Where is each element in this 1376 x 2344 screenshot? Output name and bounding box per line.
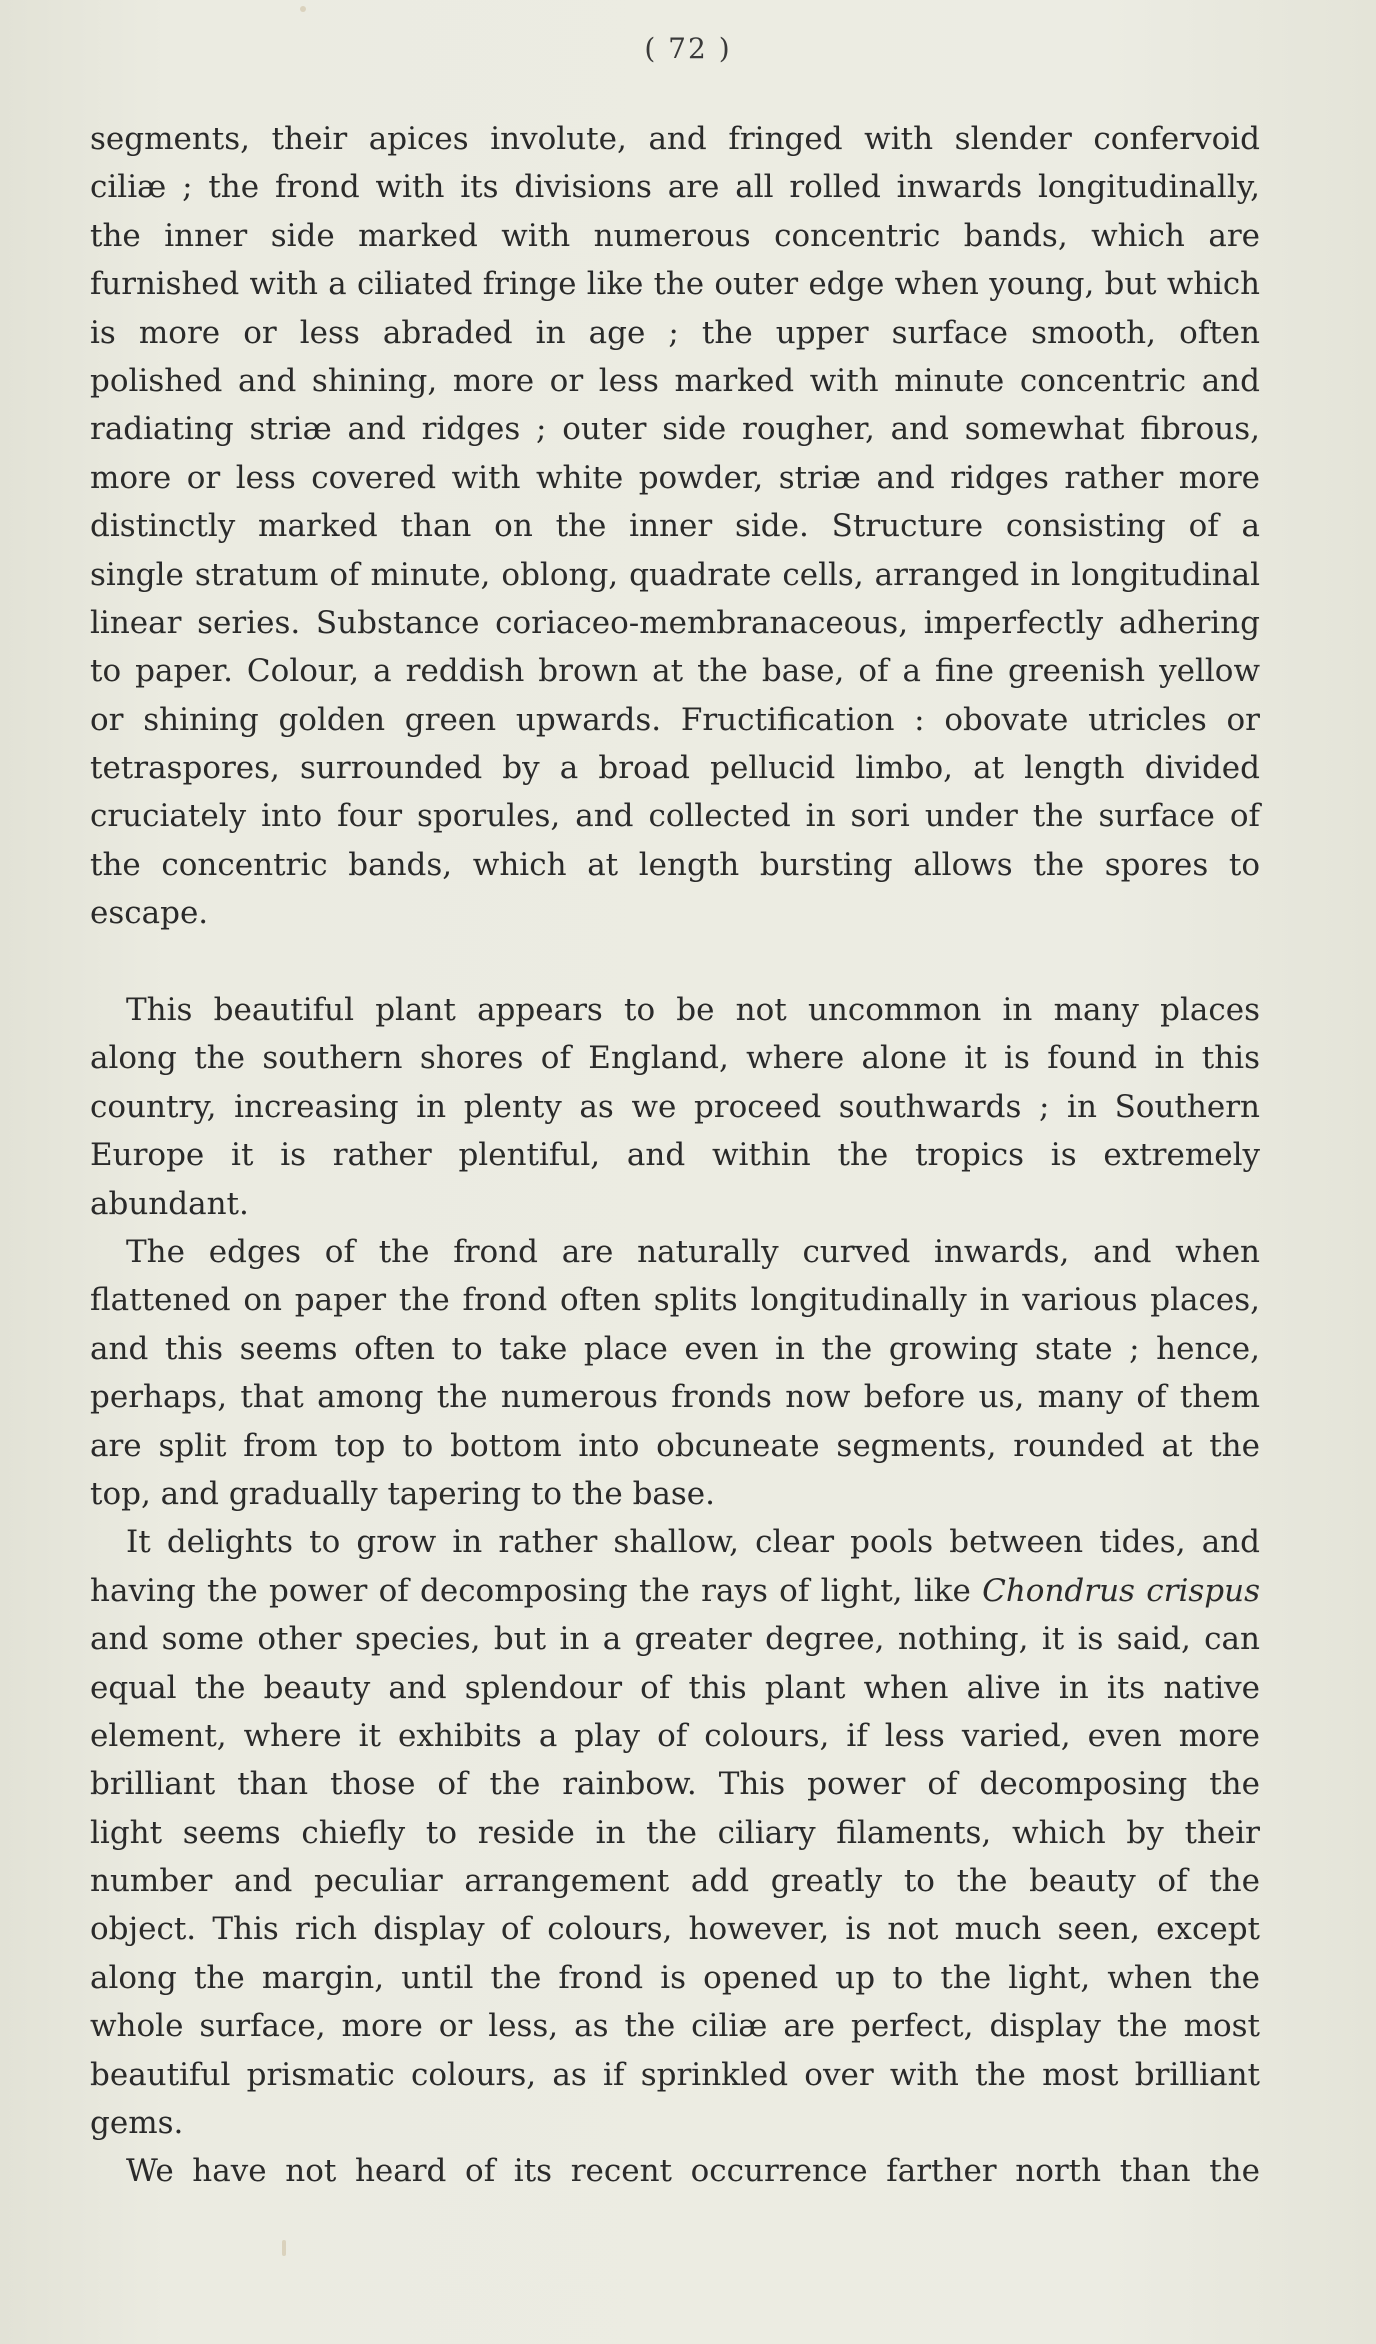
text-line: object. This rich display of colours, however, is not much seen, except <box>90 1911 1260 1948</box>
text-line: tetraspores, surrounded by a broad pellucid limbo, at length divided <box>90 750 1260 787</box>
paragraph-gap <box>90 938 1260 986</box>
text-line: Europe it is rather plentiful, and within the tropics is extremely <box>90 1137 1260 1174</box>
page-number: ( 72 ) <box>644 32 732 65</box>
text-line: along the southern shores of England, where alone it is found in this <box>90 1040 1260 1077</box>
text-line: linear series. Substance coriaceo-membranaceous, imperfectly adhering <box>90 604 1260 641</box>
text-line: brilliant than those of the rainbow. This power of decomposing the <box>90 1766 1260 1803</box>
text-line: to paper. Colour, a reddish brown at the base, of a fine greenish yellow <box>90 653 1260 690</box>
text-line: perhaps, that among the numerous fronds now before us, many of them <box>90 1379 1260 1416</box>
text-line: radiating striæ and ridges ; outer side rougher, and somewhat fibrous, <box>90 411 1260 448</box>
paragraph <box>90 2147 1260 2195</box>
paper-spot <box>282 2240 286 2256</box>
paragraph <box>90 1518 1260 2147</box>
text-line: country, increasing in plenty as we proceed southwards ; in Southern <box>90 1088 1260 1125</box>
text-line: ciliæ ; the frond with its divisions are all rolled inwards longitudinally, <box>90 169 1260 206</box>
text-line: the concentric bands, which at length bursting allows the spores to <box>90 846 1260 883</box>
paper-spot <box>300 6 306 12</box>
text-line: We have not heard of its recent occurrence farther north than the <box>126 2153 1260 2190</box>
text-line: equal the beauty and splendour of this plant when alive in its native <box>90 1669 1260 1706</box>
text-line: element, where it exhibits a play of colours, if less varied, even more <box>90 1717 1260 1754</box>
text-line: top, and gradually tapering to the base. <box>90 1475 716 1512</box>
species-name-italic: Chondrus crispus <box>982 1572 1260 1609</box>
text-line: more or less covered with white powder, striæ and ridges rather more <box>90 459 1260 496</box>
text-line: or shining golden green upwards. Fructification : obovate utricles or <box>90 701 1260 738</box>
text-line: number and peculiar arrangement add greatly to the beauty of the <box>90 1863 1260 1900</box>
text-line: cruciately into four sporules, and collected in sori under the surface of <box>90 798 1260 835</box>
text-fragment: having the power of decomposing the rays of light, like <box>90 1572 983 1609</box>
text-line: segments, their apices involute, and fringed with slender confervoid <box>90 121 1260 157</box>
text-line: whole surface, more or less, as the ciliæ are perfect, display the most <box>90 2008 1260 2045</box>
paragraph <box>90 986 1260 1228</box>
text-line: and some other species, but in a greater degree, nothing, it is said, can <box>90 1621 1260 1658</box>
body-text <box>90 115 1260 2196</box>
text-line: It delights to grow in rather shallow, clear pools between tides, and <box>126 1524 1260 1561</box>
text-line: are split from top to bottom into obcuneate segments, rounded at the <box>90 1427 1260 1464</box>
text-line: distinctly marked than on the inner side. Structure consisting of a <box>90 508 1260 545</box>
text-line: along the margin, until the frond is opened up to the light, when the <box>90 1959 1260 1996</box>
paragraph <box>90 115 1260 938</box>
text-line: abundant. <box>90 1185 249 1222</box>
text-line: gems. <box>90 2105 184 2142</box>
text-line: light seems chiefly to reside in the ciliary filaments, which by their <box>90 1814 1260 1851</box>
text-line: escape. <box>90 895 209 932</box>
text-line: beautiful prismatic colours, as if sprinkled over with the most brilliant <box>90 2056 1260 2093</box>
text-line: The edges of the frond are naturally curved inwards, and when <box>126 1233 1260 1270</box>
text-line: and this seems often to take place even in the growing state ; hence, <box>90 1330 1260 1367</box>
text-line: furnished with a ciliated fringe like the outer edge when young, but which <box>90 266 1260 303</box>
paragraph <box>90 1228 1260 1518</box>
text-line: is more or less abraded in age ; the upper surface smooth, often <box>90 314 1260 351</box>
text-line: polished and shining, more or less marked with minute concentric and <box>90 362 1260 399</box>
text-line: single stratum of minute, oblong, quadrate cells, arranged in longitudinal <box>90 556 1260 593</box>
text-line-with-italic <box>90 1567 1260 1615</box>
text-line: flattened on paper the frond often splits longitudinally in various places, <box>90 1282 1260 1319</box>
text-line: the inner side marked with numerous concentric bands, which are <box>90 217 1260 254</box>
text-line: This beautiful plant appears to be not uncommon in many places <box>126 992 1260 1029</box>
